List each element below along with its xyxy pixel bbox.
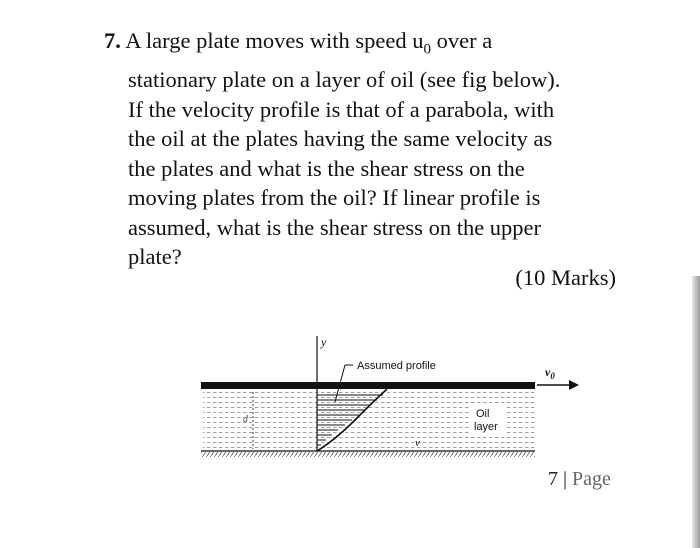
question-line-4: the oil at the plates having the same velocity as [128,126,553,151]
page-separator: | [563,468,568,490]
speed-subscript: 0 [423,41,432,58]
question-block [104,26,624,272]
plate-flow-figure [195,330,595,470]
oil-label: Oil [476,408,490,420]
question-line-1: 7. A large plate moves with speed $u_0$ over a [104,28,493,58]
page-edge-shadow [692,276,700,548]
marks-label: (10 Marks) [515,265,616,290]
plate-velocity-label: $v_0$ [545,365,555,381]
layer-label: layer [474,421,498,433]
assumed-profile-label: Assumed profile [357,360,436,372]
profile-velocity-label: v [415,437,420,449]
question-line-2: stationary plate on a layer of oil (see fig below). [128,67,561,92]
question-line-7: assumed, what is the shear stress on the upper [128,214,542,240]
page-number: 7 [548,468,558,490]
question-line-6: moving plates from the oil? If linear profile is [128,185,541,210]
question-number: 7. [104,28,121,53]
page-footer [548,468,611,491]
y-axis-label: y [321,335,327,349]
gap-label: d [243,414,248,425]
plate-velocity-arrowhead [569,380,579,390]
stationary-plate-hatch [201,451,535,457]
question-line-3: If the velocity profile is that of a parabola, with [128,96,555,122]
question-line-5: the plates and what is the shear stress on the [128,155,525,181]
page-word: Page [572,468,611,490]
question-line-8: plate? [128,244,182,269]
moving-plate [201,382,535,389]
